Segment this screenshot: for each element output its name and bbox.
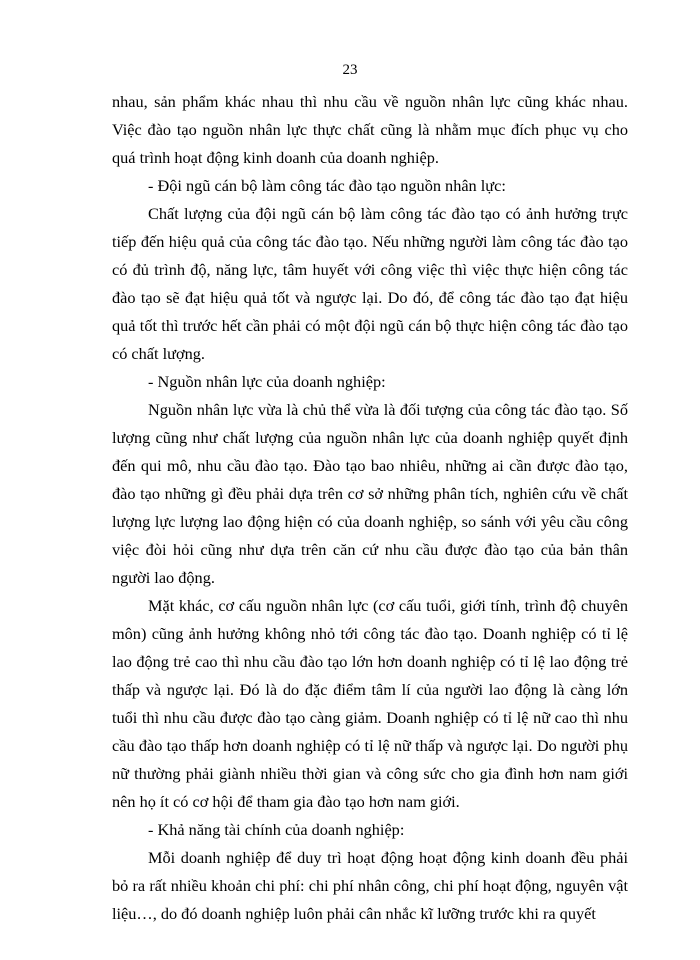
paragraph-financial-capacity: Mỗi doanh nghiệp để duy trì hoạt động hoạt động kinh doanh đều phải bỏ ra rất nhiều khoản chi phí: chi phí nhân công, chi phí hoạt động, nguyên vật liệu…, do đó doanh nghiệp luôn phải cân nhắc kĩ lưỡng trước khi ra quyết (112, 848, 628, 923)
document-body (112, 88, 628, 928)
paragraph-human-resources: Nguồn nhân lực vừa là chủ thể vừa là đối tượng của công tác đào tạo. Số lượng cũng như chất lượng của nguồn nhân lực của doanh nghiệp quyết định đến qui mô, nhu cầu đào tạo. Đào tạo bao nhiêu, những ai cần được đào tạo, đào tạo những gì đều phải dựa trên cơ sở những phân tích, nghiên cứu về chất lượng lực lượng lao động hiện có của doanh nghiệp, so sánh với yêu cầu công việc đòi hỏi cũng như dựa trên căn cứ nhu cầu được đào tạo của bản thân người lao động. (112, 400, 628, 587)
page-number: 23 (342, 62, 358, 78)
paragraph-training-staff: Chất lượng của đội ngũ cán bộ làm công tác đào tạo có ảnh hưởng trực tiếp đến hiệu quả của công tác đào tạo. Nếu những người làm công tác đào tạo có đủ trình độ, năng lực, tâm huyết với công việc thì việc thực hiện công tác đào tạo sẽ đạt hiệu quả tốt và ngược lại. Do đó, để công tác đào tạo đạt hiệu quả tốt thì trước hết cần phải có một đội ngũ cán bộ thực hiện công tác đào tạo có chất lượng. (112, 204, 628, 363)
heading-financial-capacity: - Khả năng tài chính của doanh nghiệp: (148, 820, 405, 839)
heading-training-staff: - Đội ngũ cán bộ làm công tác đào tạo nguồn nhân lực: (148, 176, 506, 195)
heading-human-resources: - Nguồn nhân lực của doanh nghiệp: (148, 372, 386, 391)
paragraph-continuation: nhau, sản phẩm khác nhau thì nhu cầu về nguồn nhân lực cũng khác nhau. Việc đào tạo nguồn nhân lực thực chất cũng là nhằm mục đích phục vụ cho quá trình hoạt động kinh doanh của doanh nghiệp. (112, 92, 628, 167)
paragraph-workforce-structure: Mặt khác, cơ cấu nguồn nhân lực (cơ cấu tuổi, giới tính, trình độ chuyên môn) cũng ảnh hưởng không nhỏ tới công tác đào tạo. Doanh nghiệp có tỉ lệ lao động trẻ cao thì nhu cầu đào tạo lớn hơn doanh nghiệp có tỉ lệ lao động trẻ thấp và ngược lại. Đó là do đặc điểm tâm lí của người lao động là càng lớn tuổi thì nhu cầu được đào tạo càng giảm. Doanh nghiệp có tỉ lệ nữ cao thì nhu cầu đào tạo thấp hơn doanh nghiệp có tỉ lệ nữ thấp và ngược lại. Do người phụ nữ thường phải giành nhiều thời gian và công sức cho gia đình hơn nam giới nên họ ít có cơ hội để tham gia đào tạo hơn nam giới. (112, 596, 628, 811)
